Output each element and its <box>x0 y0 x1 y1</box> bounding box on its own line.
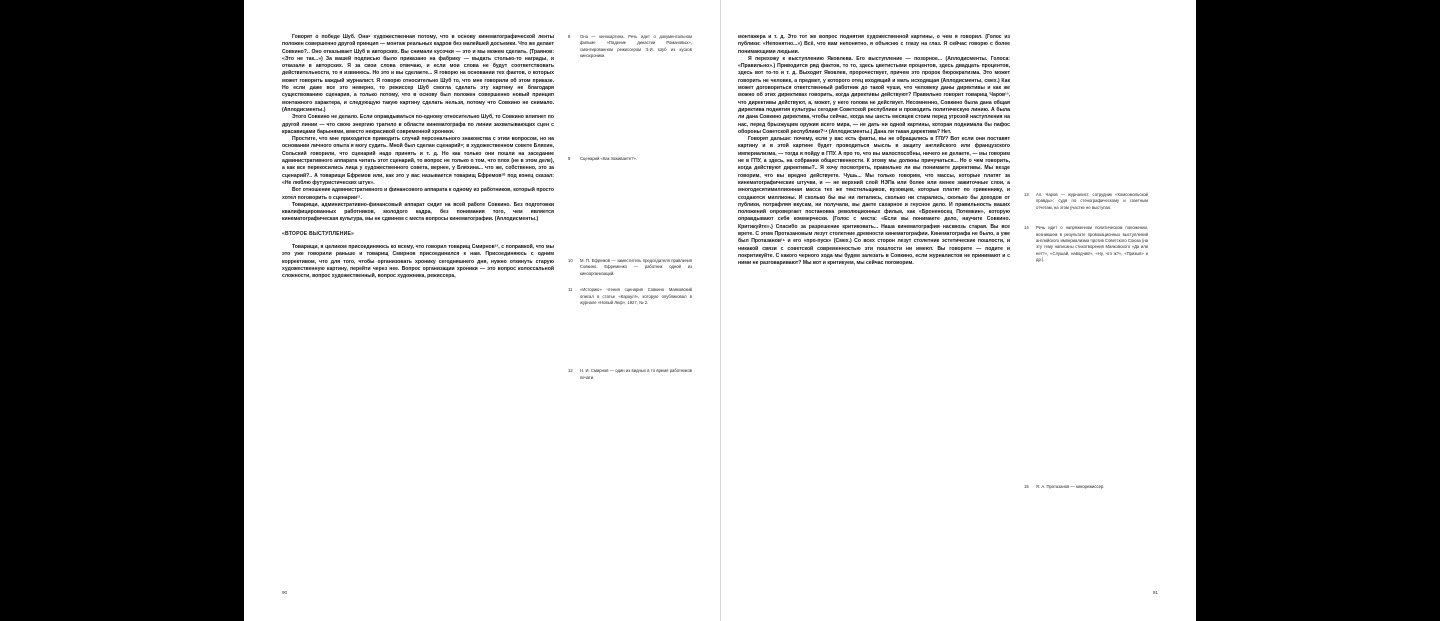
main-text-column-left <box>282 34 554 381</box>
footnote <box>568 156 692 162</box>
paragraph: Товарищи, я целиком присоединяюсь ко всему, что говорил товарищ Смирнов¹², с поправкой, что мы это уже говорили раньше и товарищ Смирнов присоединился к нам. Присоединяюсь с одним коррективом, что для того, чтобы организовать хронику сегодняшнего дня, нужно откинуть старую художественную картину, перейти через нее. Вопрос организации хроники — это вопрос колоссальной сложности, вопрос художественный, вопрос художника, режиссера, <box>282 244 554 280</box>
footnote <box>568 34 692 60</box>
paragraph: Этого Совкино не делало. Если оправдываться по-одному относительно Шуб, то Совкино влипнет по другой линии — что свою энергию тратило в области кинематографа по линии захватывающих сцен с красавицами барынями, вместо некрасивой современной хроники. <box>282 114 554 135</box>
footnote-number: 13 <box>1024 192 1029 197</box>
footnote <box>568 258 692 277</box>
footnote <box>568 287 692 306</box>
footnote-number: 8 <box>568 34 571 39</box>
paragraph: Вот отношение административного и финансового аппарата к одному из работников, который просто хотел поговорить о сценарии¹¹. <box>282 187 554 201</box>
footnote-text: Я. А. Протазанов — кинорежиссер. <box>1036 483 1105 489</box>
main-text-column-right <box>738 34 1010 490</box>
footnote <box>568 368 692 381</box>
footnote <box>1024 484 1148 490</box>
page-left <box>244 0 720 621</box>
footnote-number: 15 <box>1024 483 1029 489</box>
footnote-text: Сценарий «Как поживаете?». <box>580 155 638 161</box>
footnote-number: 12 <box>568 368 573 374</box>
footnote-number: 10 <box>568 258 573 264</box>
book-spread <box>244 0 1196 621</box>
paragraph: Простите, что мне приходится приводить случай персонального знакомства с этим вопросом, но на основании личного опыта я могу судить. Мной был сделан сценарий⁹; в художественном совете Бляхин, Сольский говорили, что сценарий надо принять и т. д. Но как только они пошли на заседание административного аппарата читать этот сценарий, то вопрос не только о том, что плох (не в этом деле), а как все перекосились лица у художественного совета, вернее, у Бляхина... что же, собственно, это за сценарий?.. А товарищи Ефремов или, как это у вас называется товарищ Ефремов¹⁰ под конец сказал: «Не люблю футуристических штук». <box>282 136 554 186</box>
page-number-right: 91 <box>1152 590 1158 595</box>
paragraph: Товарищи, административно-финансовый аппарат сидит на всей работе Совкино. Без подготовки квалифицированных работников, молодого кадра, без понимания того, чем является кинематографическая культура, мы не сдвинем с места вопросы кинематографии. (Аплодисменты.) <box>282 201 554 223</box>
page-right <box>720 0 1196 621</box>
page-left-columns <box>282 34 704 381</box>
footnote-text: Н. И. Смирнов — один из видных в то время работников печати. <box>580 368 692 380</box>
page-number-left: 90 <box>282 590 288 595</box>
footnote-number: 9 <box>568 155 571 161</box>
paragraph: Говорят дальше: почему, если у вас есть факты, вы не обращались в ГПУ? Вот если они поставят картину и в этой картине будет проводиться мысль в защиту английского или французского империализма, — тогда я пойду в ГПУ. А про то, что вы малоспособны, ничего не делаете, — мы говорим не в ГПУ, а здесь, на собрании общественности. К этому мы должны причучаться... Но о чем говорить, когда действуют директивы?.. Я хочу посмотреть, правильно ли вы понимаете директивы. Мы везде говорим, что вы вредно действуете. Чушь... Мы только говорим, что массы, которые платят за кинематографические штучки, и — не верхний слой НЭПа или более или менее зажиточные слои, а многодесятимиллионная масса тех же текстильщиков, вузовцев, которые платят по гривеннику, и создаются миллионы. И сколько бы вы ни питались, сколько ни старались, сколько бы доходов от публики, потрафляя вкусам, ни получали, вы даете сахарное и гнусное дело. И правильность ваших положений опровергает постановка революционных фильм, как «Броненосец Потемкин», которую оправдывают себя коммерчески. (Голос с места: «Если вы понимаете дело, научите Совкино. Критикуйте».) Спасибо за разрешение критиковать... Наша кинематография насквозь старая. Вы все врете. С этим Протазановым лезут столетние древности кинематографии. Кинематографа не было, а уже был Протазанов¹⁵ и его «про-пуск» (Смех.) Со всех сторон лезут столетние эстетические пошлости, и никакой связи с советской современностью эти пошлости ни имеют. Вы говорите — подите и покритикуйте. С какого черного хода мы будем залезать в Совкино, если журналистов не принимают и с ними не разговаривают? Мы вот и критикуем, мы сейчас поговорим. <box>738 136 1010 267</box>
footnote-text: Она — кинокартина. Речь идет о документальном фильме «Падение династии Романовых», смонтированном режиссером Э.И. Шуб из кусков кинохроники. <box>580 34 692 59</box>
section-subhead: «ВТОРОЕ ВЫСТУПЛЕНИЕ» <box>282 230 355 237</box>
footnote-text: М. П. Ефремов — заместитель председателя правления Совкино. Ефременко — работник одной из киноорганизаций. <box>580 258 692 276</box>
footnote-column-left <box>568 34 692 381</box>
page-right-columns <box>738 34 1158 490</box>
footnote-number: 11 <box>568 287 573 293</box>
paragraph: Я перехожу к выступлению Яковлева. Его выступление — позорное... (Аплодисменты. Голоса: «Правильно».) Приводится ряд фактов, то то, здесь цветистыми процентов, здесь двадцать процентов, здесь вот то-то и т. д. Выходит Яковлев, пророчествует, причем это пророк бюрократизма. Это может говорить не человек, а предмет, у которого отец входящий и мать исходящая (Аплодисменты, смех.) Как может договориться ответственный работник до такой чуши, что человеку даны директивы и как же можно об этих директивах говорить, когда директивы действуют? Правильно говорит товарищ Чаров¹³, что директивы действуют, а, может, у него голова не действует. Несомненно, Совкино была дана общая директива поднятия культуры сегодня Советской республики и проводить политическую линию. А была ли дана Совкино директива, чтобы сейчас, когда мы шесть месяцев стоим перед угрозой наступления на нас, перед брызжущим оружия всего мира, — не дать ни одной картины, которая поднимала бы пафос обороны Советской республики?¹⁴ (Аплодисменты.) Дана ли такая директива? Нет. <box>738 55 1010 135</box>
footnote <box>1024 192 1148 211</box>
paragraph: монтажера и т. д. Это тот же вопрос поднятия художественной картины, о чем я говорил. (Голос из публики: «Непонятно...») Всё, что вам непонятно, я объясню с глазу на глаз. Я сейчас говорю с более понимающими людьми. <box>738 34 1010 55</box>
paragraph: Говорят о победе Шуб. Она⁸ художественная потому, что в основу кинематографической ленты положен совершенно другой принцип — монтаж реальных кадров без малейшей досъемки. Что же делает Совкино?.. Оно отказывает Шуб в авторских. Вы снимали кусочки — это и мы можем сделать. (Траянов: «Это не так...») За вашей подписью было приказано на фабрику — выдать столько-то награды, и отказали в авторских. Я за свои слова отвечаю, и если мои слова не будут соответствовать действительности, то я извинюсь. Но это и вы сделаете... Я говорю на основании тех фактов, о которых может говорить каждый журналист. Я говорю относительно Шуб то, что мне говорили об этом приказе. Но если даже все это неверно, то режиссер Шуб смогла сделать эту картину не благодаря существованию сценария, а только потому, что в основу был положен совершенно новый принцип монтажного характера, и следующую такую картину сделать нельзя, потому что Совкино не снимало. (Аплодисменты.) <box>282 34 554 113</box>
footnote-text: Ал. Чаров — журналист, сотрудник «Комсомольской правды»; судя по стенографическому и газетным отчетам, на этом участке не выступал. <box>1036 192 1148 210</box>
footnote-column-right <box>1024 34 1148 490</box>
footnote-text: «Историю» чтения сценария Совкино Маяковский описал в статье «Караул!», которую опубликовал в журнале «Новый Леф», 1927, № 2. <box>580 287 692 306</box>
footnote-text: Речь идет о напряженном политическом положении, возникшем в результате провокационных выступлений английского империализма против Советского Союза (на эту тему написаны стихотворения Маяковского «Да или нет?», «Слушай, наводчик!», «Ну, что ж?», «Призыв» и др.). <box>1036 225 1148 263</box>
footnote <box>1024 225 1148 263</box>
footnote-number: 14 <box>1024 225 1029 231</box>
